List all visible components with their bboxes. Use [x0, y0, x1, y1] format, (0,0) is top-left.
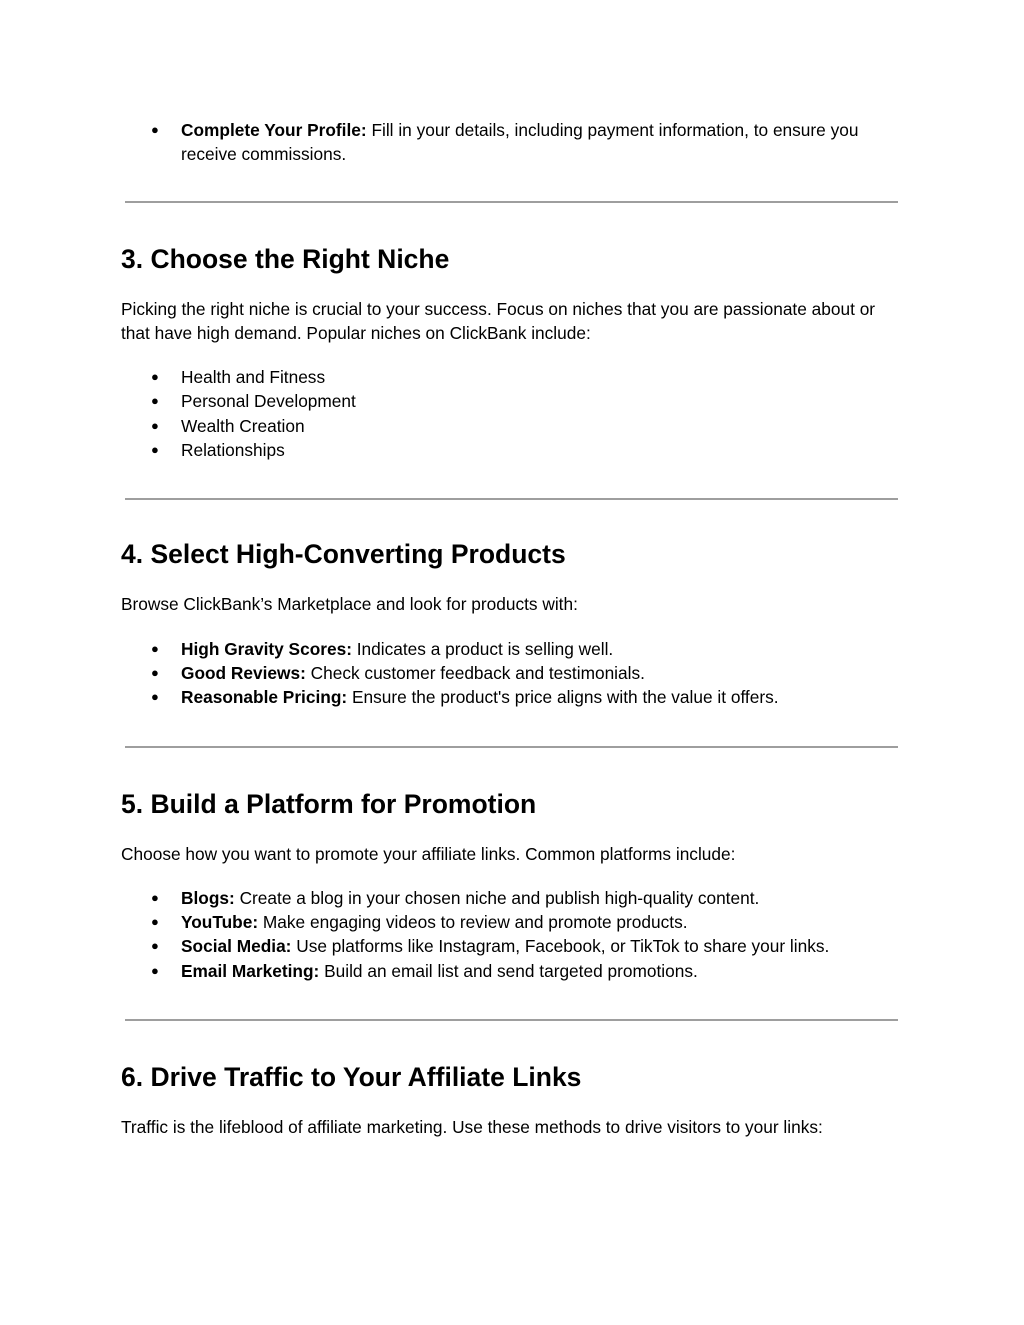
bullet-icon: ● [151, 938, 159, 954]
list-item-bold: Email Marketing: [181, 960, 320, 981]
bullet-icon: ● [151, 442, 159, 458]
list-item [121, 438, 906, 462]
list-item [121, 910, 906, 934]
list-item-bold: High Gravity Scores: [181, 638, 352, 659]
section-heading-platform: 5. Build a Platform for Promotion [121, 788, 537, 819]
list-item-text: Relationships [181, 440, 285, 461]
bullet-icon: ● [151, 689, 159, 705]
list-item-text: Fill in your details, including payment information, to ensure you receive commissions. [181, 120, 859, 165]
bullet-icon: ● [151, 122, 159, 137]
list-item [121, 637, 906, 661]
bullet-icon: ● [151, 640, 159, 656]
list-item [121, 414, 906, 438]
bullet-icon: ● [151, 664, 159, 680]
list-item-bold: Reasonable Pricing: [181, 687, 348, 708]
list-item-bold: Social Media: [181, 936, 292, 957]
list-item-bold: Good Reviews: [181, 662, 306, 683]
bullet-icon: ● [151, 914, 159, 930]
list-item [121, 661, 906, 685]
section-heading-traffic: 6. Drive Traffic to Your Affiliate Links [121, 1062, 582, 1093]
section-intro-platform: Choose how you want to promote your affiliate links. Common platforms include: [121, 843, 736, 864]
list-item-text: Build an email list and send targeted promotions. [319, 960, 698, 981]
niche-list [121, 365, 906, 462]
list-item [121, 118, 906, 167]
list-item-text: Make engaging videos to review and promote products. [258, 912, 688, 933]
section-heading-niche: 3. Choose the Right Niche [121, 243, 450, 274]
list-item-text: Indicates a product is selling well. [351, 638, 614, 659]
section-intro-niche: Picking the right niche is crucial to your success. Focus on niches that you are passionate about or that have high demand. Popular niches on ClickBank include: [121, 298, 876, 343]
list-item-text: Personal Development [181, 391, 356, 412]
list-item-text: Check customer feedback and testimonials. [305, 662, 645, 683]
list-item-text: Create a blog in your chosen niche and publish high-quality content. [234, 887, 760, 908]
list-item-text: Use platforms like Instagram, Facebook, or TikTok to share your links. [291, 936, 830, 957]
list-item-text: Health and Fitness [181, 367, 326, 388]
list-item [121, 685, 906, 709]
list-item [121, 934, 906, 958]
list-item [121, 886, 906, 910]
section-intro-traffic: Traffic is the lifeblood of affiliate marketing. Use these methods to drive visitors to your links: [121, 1117, 823, 1138]
list-item [121, 365, 906, 389]
section-heading-products: 4. Select High-Converting Products [121, 539, 566, 570]
products-list [121, 637, 906, 710]
bullet-icon: ● [151, 962, 159, 978]
list-item-bold: YouTube: [181, 912, 259, 933]
list-item-bold: Blogs: [181, 887, 235, 908]
list-item-text: Wealth Creation [181, 415, 305, 436]
section-intro-products: Browse ClickBank’s Marketplace and look for products with: [121, 594, 578, 615]
bullet-icon: ● [151, 369, 159, 385]
list-item [121, 389, 906, 413]
platform-list [121, 886, 906, 983]
bullet-icon: ● [151, 889, 159, 905]
list-item-text: Ensure the product's price aligns with the value it offers. [347, 687, 779, 708]
bullet-icon: ● [151, 417, 159, 433]
list-item [121, 959, 906, 983]
bullet-icon: ● [151, 393, 159, 409]
list-item-bold: Complete Your Profile: [181, 120, 367, 140]
document-content [121, 118, 906, 1139]
profile-list [121, 118, 906, 167]
